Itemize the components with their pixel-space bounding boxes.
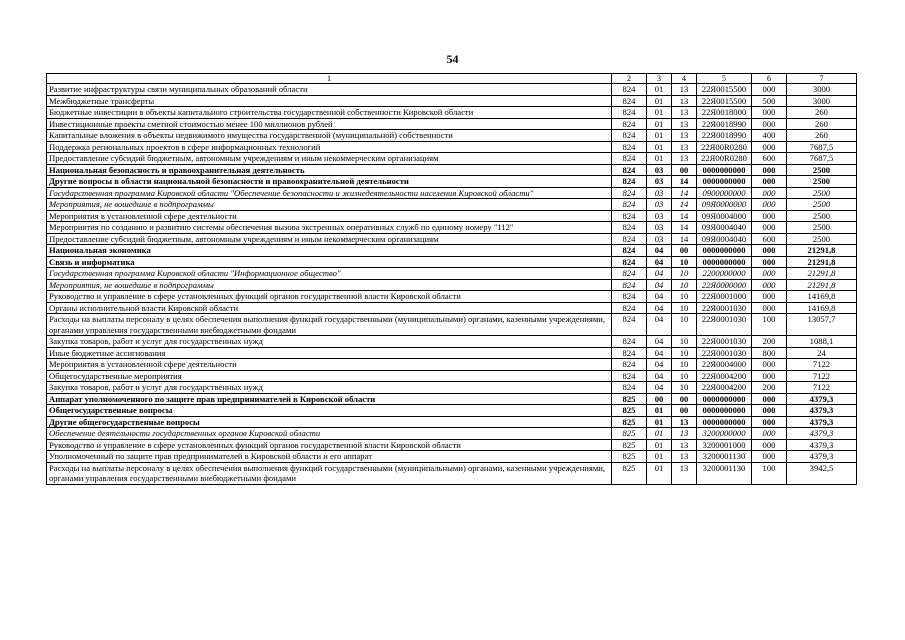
subsection-code-cell: 10 — [672, 347, 697, 359]
header-col-3: 3 — [647, 74, 672, 84]
section-code-cell: 04 — [647, 314, 672, 336]
target-article-code-cell: 22Я0015500 — [697, 95, 752, 107]
item-name-cell: Органы исполнительной власти Кировской области — [47, 302, 612, 314]
amount-cell: 4379,3 — [787, 405, 857, 417]
section-code-cell: 01 — [647, 462, 672, 484]
section-code-cell: 04 — [647, 302, 672, 314]
target-article-code-cell: 22Я0018000 — [697, 107, 752, 119]
amount-cell: 21291,8 — [787, 256, 857, 268]
target-article-code-cell: 22Я0015500 — [697, 84, 752, 96]
item-name-cell: Другие вопросы в области национальной безопасности и правоохранительной деятельности — [47, 176, 612, 188]
amount-cell: 4379,3 — [787, 451, 857, 463]
subsection-code-cell: 13 — [672, 462, 697, 484]
table-row — [47, 336, 857, 348]
ministry-code-cell: 824 — [612, 268, 647, 280]
expense-type-code-cell: 000 — [752, 291, 787, 303]
item-name-cell: Государственная программа Кировской области "Информационное общество" — [47, 268, 612, 280]
ministry-code-cell: 824 — [612, 291, 647, 303]
item-name-cell: Мероприятия в установленной сфере деятельности — [47, 359, 612, 371]
expense-type-code-cell: 000 — [752, 107, 787, 119]
expense-type-code-cell: 800 — [752, 347, 787, 359]
section-code-cell: 03 — [647, 199, 672, 211]
table-row — [47, 347, 857, 359]
table-row — [47, 291, 857, 303]
expense-type-code-cell: 000 — [752, 118, 787, 130]
target-article-code-cell: 0000000000 — [697, 164, 752, 176]
amount-cell: 13057,7 — [787, 314, 857, 336]
expense-type-code-cell: 000 — [752, 439, 787, 451]
expense-type-code-cell: 000 — [752, 176, 787, 188]
expense-type-code-cell: 000 — [752, 268, 787, 280]
table-row — [47, 428, 857, 440]
table-row — [47, 130, 857, 142]
table-header-row — [47, 74, 857, 84]
target-article-code-cell: 09Я0004040 — [697, 222, 752, 234]
table-row — [47, 462, 857, 484]
section-code-cell: 01 — [647, 107, 672, 119]
ministry-code-cell: 825 — [612, 405, 647, 417]
table-row — [47, 84, 857, 96]
section-code-cell: 04 — [647, 279, 672, 291]
amount-cell: 2500 — [787, 233, 857, 245]
ministry-code-cell: 824 — [612, 256, 647, 268]
table-row — [47, 393, 857, 405]
expense-type-code-cell: 600 — [752, 153, 787, 165]
target-article-code-cell: 22Я00R0280 — [697, 153, 752, 165]
item-name-cell: Бюджетные инвестиции в объекты капитального строительства государственной собственности Кировской области — [47, 107, 612, 119]
amount-cell: 7122 — [787, 382, 857, 394]
section-code-cell: 04 — [647, 245, 672, 257]
table-row — [47, 141, 857, 153]
item-name-cell: Капитальные вложения в объекты недвижимого имущества государственной (муниципальной) собственности — [47, 130, 612, 142]
subsection-code-cell: 14 — [672, 199, 697, 211]
section-code-cell: 03 — [647, 164, 672, 176]
expense-type-code-cell: 100 — [752, 462, 787, 484]
target-article-code-cell: 22Я0001030 — [697, 336, 752, 348]
header-col-7: 7 — [787, 74, 857, 84]
section-code-cell: 01 — [647, 118, 672, 130]
page-number: 54 — [446, 52, 459, 66]
target-article-code-cell: 0000000000 — [697, 245, 752, 257]
target-article-code-cell: 22Я0018990 — [697, 130, 752, 142]
table-row — [47, 268, 857, 280]
ministry-code-cell: 824 — [612, 199, 647, 211]
target-article-code-cell: 22Я0004000 — [697, 359, 752, 371]
subsection-code-cell: 14 — [672, 222, 697, 234]
section-code-cell: 04 — [647, 336, 672, 348]
ministry-code-cell: 824 — [612, 210, 647, 222]
section-code-cell: 01 — [647, 130, 672, 142]
expense-type-code-cell: 000 — [752, 222, 787, 234]
item-name-cell: Межбюджетные трансферты — [47, 95, 612, 107]
table-body — [47, 84, 857, 485]
subsection-code-cell: 13 — [672, 107, 697, 119]
ministry-code-cell: 824 — [612, 164, 647, 176]
item-name-cell: Национальная безопасность и правоохранительная деятельность — [47, 164, 612, 176]
expense-type-code-cell: 000 — [752, 428, 787, 440]
target-article-code-cell: 22Я0004200 — [697, 370, 752, 382]
ministry-code-cell: 824 — [612, 382, 647, 394]
subsection-code-cell: 13 — [672, 153, 697, 165]
table-row — [47, 118, 857, 130]
ministry-code-cell: 824 — [612, 370, 647, 382]
table-row — [47, 256, 857, 268]
subsection-code-cell: 13 — [672, 428, 697, 440]
ministry-code-cell: 824 — [612, 107, 647, 119]
item-name-cell: Общегосударственные мероприятия — [47, 370, 612, 382]
target-article-code-cell: 22Я00R0280 — [697, 141, 752, 153]
amount-cell: 21291,8 — [787, 268, 857, 280]
subsection-code-cell: 10 — [672, 370, 697, 382]
target-article-code-cell: 3200001000 — [697, 439, 752, 451]
amount-cell: 7687,5 — [787, 153, 857, 165]
item-name-cell: Мероприятия в установленной сфере деятельности — [47, 210, 612, 222]
subsection-code-cell: 13 — [672, 130, 697, 142]
section-code-cell: 01 — [647, 153, 672, 165]
table-row — [47, 416, 857, 428]
table-row — [47, 370, 857, 382]
expense-type-code-cell: 000 — [752, 416, 787, 428]
subsection-code-cell: 14 — [672, 187, 697, 199]
header-col-5: 5 — [697, 74, 752, 84]
amount-cell: 3942,5 — [787, 462, 857, 484]
item-name-cell: Общегосударственные вопросы — [47, 405, 612, 417]
budget-table — [46, 73, 857, 485]
subsection-code-cell: 00 — [672, 405, 697, 417]
item-name-cell: Закупка товаров, работ и услуг для государственных нужд — [47, 382, 612, 394]
expense-type-code-cell: 000 — [752, 210, 787, 222]
target-article-code-cell: 09Я0004040 — [697, 233, 752, 245]
header-col-6: 6 — [752, 74, 787, 84]
amount-cell: 2500 — [787, 187, 857, 199]
subsection-code-cell: 00 — [672, 245, 697, 257]
target-article-code-cell: 0000000000 — [697, 176, 752, 188]
target-article-code-cell: 0000000000 — [697, 416, 752, 428]
ministry-code-cell: 824 — [612, 130, 647, 142]
ministry-code-cell: 824 — [612, 118, 647, 130]
subsection-code-cell: 00 — [672, 164, 697, 176]
target-article-code-cell: 22Я0001030 — [697, 314, 752, 336]
expense-type-code-cell: 100 — [752, 314, 787, 336]
table-row — [47, 245, 857, 257]
table-row — [47, 222, 857, 234]
table-row — [47, 199, 857, 211]
section-code-cell: 04 — [647, 370, 672, 382]
item-name-cell: Связь и информатика — [47, 256, 612, 268]
expense-type-code-cell: 000 — [752, 302, 787, 314]
section-code-cell: 01 — [647, 95, 672, 107]
ministry-code-cell: 825 — [612, 428, 647, 440]
amount-cell: 7687,5 — [787, 141, 857, 153]
target-article-code-cell: 0000000000 — [697, 393, 752, 405]
item-name-cell: Уполномоченный по защите прав предпринимателей в Кировской области и его аппарат — [47, 451, 612, 463]
section-code-cell: 01 — [647, 439, 672, 451]
amount-cell: 3000 — [787, 84, 857, 96]
table-row — [47, 187, 857, 199]
ministry-code-cell: 825 — [612, 462, 647, 484]
ministry-code-cell: 824 — [612, 95, 647, 107]
amount-cell: 2500 — [787, 199, 857, 211]
item-name-cell: Государственная программа Кировской области "Обеспечение безопасности и жизнедеятельности населения Кировской области" — [47, 187, 612, 199]
expense-type-code-cell: 200 — [752, 336, 787, 348]
amount-cell: 7122 — [787, 370, 857, 382]
expense-type-code-cell: 600 — [752, 233, 787, 245]
expense-type-code-cell: 000 — [752, 187, 787, 199]
expense-type-code-cell: 000 — [752, 405, 787, 417]
section-code-cell: 01 — [647, 428, 672, 440]
subsection-code-cell: 13 — [672, 118, 697, 130]
target-article-code-cell: 3200001130 — [697, 462, 752, 484]
amount-cell: 21291,8 — [787, 245, 857, 257]
target-article-code-cell: 22Я0001030 — [697, 347, 752, 359]
subsection-code-cell: 10 — [672, 359, 697, 371]
table-row — [47, 107, 857, 119]
table-row — [47, 153, 857, 165]
target-article-code-cell: 22Я0000000 — [697, 279, 752, 291]
expense-type-code-cell: 000 — [752, 370, 787, 382]
item-name-cell: Инвестиционные проекты сметной стоимостью менее 100 миллионов рублей — [47, 118, 612, 130]
amount-cell: 14169,8 — [787, 302, 857, 314]
amount-cell: 4379,3 — [787, 439, 857, 451]
subsection-code-cell: 13 — [672, 439, 697, 451]
expense-type-code-cell: 000 — [752, 84, 787, 96]
ministry-code-cell: 825 — [612, 451, 647, 463]
target-article-code-cell: 0000000000 — [697, 256, 752, 268]
subsection-code-cell: 10 — [672, 314, 697, 336]
expense-type-code-cell: 200 — [752, 382, 787, 394]
section-code-cell: 01 — [647, 84, 672, 96]
ministry-code-cell: 824 — [612, 336, 647, 348]
ministry-code-cell: 824 — [612, 176, 647, 188]
item-name-cell: Расходы на выплаты персоналу в целях обеспечения выполнения функций государственными (муниципальными) органами, казенными учреждениями, органами управления государственными внебюджетными фондами — [47, 462, 612, 484]
ministry-code-cell: 824 — [612, 347, 647, 359]
expense-type-code-cell: 000 — [752, 256, 787, 268]
amount-cell: 2500 — [787, 176, 857, 188]
amount-cell: 260 — [787, 130, 857, 142]
item-name-cell: Аппарат уполномоченного по защите прав предпринимателей в Кировской области — [47, 393, 612, 405]
item-name-cell: Поддержка региональных проектов в сфере информационных технологий — [47, 141, 612, 153]
item-name-cell: Обеспечение деятельности государственных органов Кировской области — [47, 428, 612, 440]
expense-type-code-cell: 000 — [752, 245, 787, 257]
section-code-cell: 04 — [647, 347, 672, 359]
subsection-code-cell: 10 — [672, 336, 697, 348]
amount-cell: 1088,1 — [787, 336, 857, 348]
ministry-code-cell: 824 — [612, 302, 647, 314]
item-name-cell: Иные бюджетные ассигнования — [47, 347, 612, 359]
section-code-cell: 03 — [647, 187, 672, 199]
section-code-cell: 04 — [647, 256, 672, 268]
expense-type-code-cell: 000 — [752, 393, 787, 405]
ministry-code-cell: 824 — [612, 84, 647, 96]
item-name-cell: Расходы на выплаты персоналу в целях обеспечения выполнения функций государственными (муниципальными) органами, казенными учреждениями, органами управления государственными внебюджетными фондами — [47, 314, 612, 336]
expense-type-code-cell: 000 — [752, 199, 787, 211]
table-row — [47, 451, 857, 463]
section-code-cell: 01 — [647, 451, 672, 463]
subsection-code-cell: 10 — [672, 279, 697, 291]
expense-type-code-cell: 400 — [752, 130, 787, 142]
target-article-code-cell: 09Я0004000 — [697, 210, 752, 222]
section-code-cell: 04 — [647, 268, 672, 280]
table-row — [47, 439, 857, 451]
ministry-code-cell: 824 — [612, 153, 647, 165]
amount-cell: 260 — [787, 107, 857, 119]
expense-type-code-cell: 000 — [752, 451, 787, 463]
ministry-code-cell: 825 — [612, 393, 647, 405]
ministry-code-cell: 824 — [612, 359, 647, 371]
section-code-cell: 01 — [647, 405, 672, 417]
amount-cell: 2500 — [787, 222, 857, 234]
section-code-cell: 04 — [647, 359, 672, 371]
table-row — [47, 233, 857, 245]
ministry-code-cell: 825 — [612, 439, 647, 451]
expense-type-code-cell: 000 — [752, 141, 787, 153]
amount-cell: 260 — [787, 118, 857, 130]
section-code-cell: 01 — [647, 416, 672, 428]
amount-cell: 2500 — [787, 164, 857, 176]
item-name-cell: Развитие инфраструктуры связи муниципальных образований области — [47, 84, 612, 96]
table-row — [47, 302, 857, 314]
header-col-2: 2 — [612, 74, 647, 84]
subsection-code-cell: 10 — [672, 291, 697, 303]
amount-cell: 4379,3 — [787, 428, 857, 440]
target-article-code-cell: 0900000000 — [697, 187, 752, 199]
amount-cell: 4379,3 — [787, 393, 857, 405]
item-name-cell: Закупка товаров, работ и услуг для государственных нужд — [47, 336, 612, 348]
item-name-cell: Мероприятия, не вошедшие в подпрограммы — [47, 199, 612, 211]
expense-type-code-cell: 000 — [752, 164, 787, 176]
target-article-code-cell: 3200001130 — [697, 451, 752, 463]
item-name-cell: Руководство и управление в сфере установленных функций органов государственной власти Кировской области — [47, 291, 612, 303]
ministry-code-cell: 825 — [612, 416, 647, 428]
ministry-code-cell: 824 — [612, 187, 647, 199]
section-code-cell: 04 — [647, 291, 672, 303]
table-row — [47, 95, 857, 107]
target-article-code-cell: 22Я0004200 — [697, 382, 752, 394]
ministry-code-cell: 824 — [612, 279, 647, 291]
item-name-cell: Другие общегосударственные вопросы — [47, 416, 612, 428]
table-row — [47, 279, 857, 291]
subsection-code-cell: 10 — [672, 256, 697, 268]
subsection-code-cell: 10 — [672, 268, 697, 280]
subsection-code-cell: 14 — [672, 176, 697, 188]
amount-cell: 2500 — [787, 210, 857, 222]
table-row — [47, 359, 857, 371]
item-name-cell: Руководство и управление в сфере установленных функций органов государственной власти Кировской области — [47, 439, 612, 451]
ministry-code-cell: 824 — [612, 314, 647, 336]
amount-cell: 3000 — [787, 95, 857, 107]
header-col-4: 4 — [672, 74, 697, 84]
target-article-code-cell: 0000000000 — [697, 405, 752, 417]
table-row — [47, 382, 857, 394]
amount-cell: 4379,3 — [787, 416, 857, 428]
expense-type-code-cell: 000 — [752, 359, 787, 371]
subsection-code-cell: 13 — [672, 141, 697, 153]
subsection-code-cell: 10 — [672, 302, 697, 314]
item-name-cell: Мероприятия по созданию и развитию системы обеспечения вызова экстренных оперативных служб по единому номеру "112" — [47, 222, 612, 234]
ministry-code-cell: 824 — [612, 233, 647, 245]
item-name-cell: Предоставление субсидий бюджетным, автономным учреждениям и иным некоммерческим организациям — [47, 233, 612, 245]
subsection-code-cell: 13 — [672, 416, 697, 428]
header-col-1: 1 — [47, 74, 612, 84]
amount-cell: 21291,8 — [787, 279, 857, 291]
section-code-cell: 00 — [647, 393, 672, 405]
target-article-code-cell: 09Я0000000 — [697, 199, 752, 211]
ministry-code-cell: 824 — [612, 222, 647, 234]
amount-cell: 7122 — [787, 359, 857, 371]
target-article-code-cell: 3200000000 — [697, 428, 752, 440]
section-code-cell: 03 — [647, 222, 672, 234]
amount-cell: 14169,8 — [787, 291, 857, 303]
ministry-code-cell: 824 — [612, 141, 647, 153]
item-name-cell: Национальная экономика — [47, 245, 612, 257]
table-row — [47, 164, 857, 176]
expense-type-code-cell: 500 — [752, 95, 787, 107]
item-name-cell: Мероприятия, не вошедшие в подпрограммы — [47, 279, 612, 291]
item-name-cell: Предоставление субсидий бюджетным, автономным учреждениям и иным некоммерческим организациям — [47, 153, 612, 165]
amount-cell: 24 — [787, 347, 857, 359]
target-article-code-cell: 22Я0001030 — [697, 302, 752, 314]
subsection-code-cell: 14 — [672, 233, 697, 245]
target-article-code-cell: 22Я0018990 — [697, 118, 752, 130]
subsection-code-cell: 10 — [672, 382, 697, 394]
section-code-cell: 03 — [647, 233, 672, 245]
target-article-code-cell: 2200000000 — [697, 268, 752, 280]
table-row — [47, 210, 857, 222]
section-code-cell: 04 — [647, 382, 672, 394]
table-row — [47, 405, 857, 417]
subsection-code-cell: 00 — [672, 393, 697, 405]
ministry-code-cell: 824 — [612, 245, 647, 257]
expense-type-code-cell: 000 — [752, 279, 787, 291]
target-article-code-cell: 22Я0001000 — [697, 291, 752, 303]
subsection-code-cell: 14 — [672, 210, 697, 222]
subsection-code-cell: 13 — [672, 84, 697, 96]
section-code-cell: 01 — [647, 141, 672, 153]
subsection-code-cell: 13 — [672, 95, 697, 107]
table-row — [47, 314, 857, 336]
table-row — [47, 176, 857, 188]
section-code-cell: 03 — [647, 176, 672, 188]
section-code-cell: 03 — [647, 210, 672, 222]
subsection-code-cell: 13 — [672, 451, 697, 463]
